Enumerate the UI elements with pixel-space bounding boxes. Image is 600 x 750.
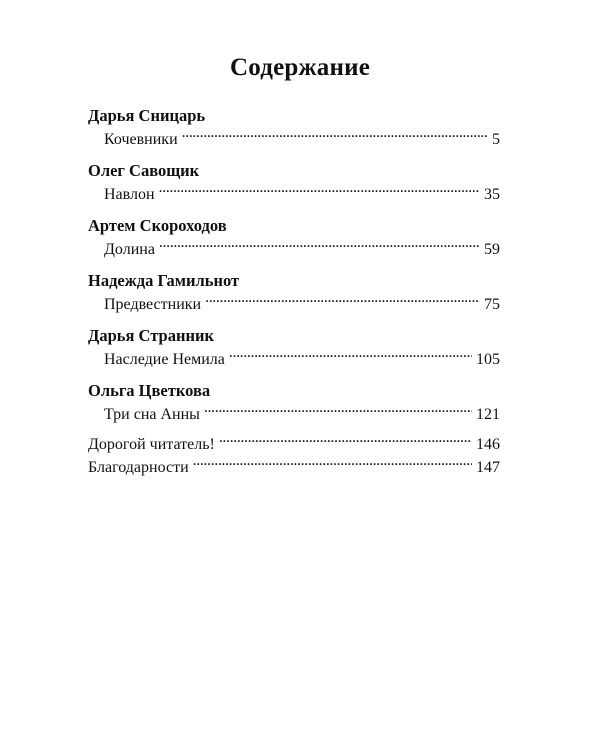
- toc-entry-title: Кочевники: [104, 131, 178, 148]
- toc-author: Олег Савощик: [88, 161, 200, 180]
- toc-entry: [88, 128, 500, 151]
- toc-entry: [88, 348, 500, 371]
- toc-author: Дарья Сницарь: [88, 106, 206, 125]
- dot-leader: [159, 183, 480, 199]
- dot-leader: [219, 433, 472, 449]
- toc-section: [88, 104, 500, 151]
- toc-entry-page: 146: [476, 436, 500, 453]
- toc-entry: [88, 293, 500, 316]
- toc-entry-title: Три сна Анны: [104, 406, 200, 423]
- toc-section: [88, 214, 500, 261]
- toc-extras: [88, 433, 500, 479]
- dot-leader: [205, 293, 480, 309]
- toc-entry-page: 147: [476, 459, 500, 476]
- dot-leader: [159, 238, 480, 254]
- toc-author: Надежда Гамильнот: [88, 271, 240, 290]
- toc-entry: [88, 183, 500, 206]
- toc-entry-page: 5: [492, 131, 500, 148]
- toc-entry-title: Навлон: [104, 186, 155, 203]
- toc-entry-title: Дорогой читатель!: [88, 436, 215, 453]
- toc-section: [88, 324, 500, 371]
- toc-entry-title: Наследие Немила: [104, 351, 225, 368]
- toc-entry-page: 59: [484, 241, 500, 258]
- toc-author: Дарья Странник: [88, 326, 215, 345]
- toc-entry-page: 35: [484, 186, 500, 203]
- page-title: Содержание: [229, 54, 370, 81]
- dot-leader: [204, 403, 472, 419]
- toc-author: Артем Скороходов: [88, 216, 227, 235]
- toc-entry: [88, 456, 500, 479]
- dot-leader: [182, 128, 488, 144]
- toc-author: Ольга Цветкова: [88, 381, 211, 400]
- toc-entry: [88, 403, 500, 426]
- dot-leader: [193, 456, 472, 472]
- toc-entry-page: 105: [476, 351, 500, 368]
- toc-entry: [88, 238, 500, 261]
- toc-entry-page: 75: [484, 296, 500, 313]
- toc-entry-page: 121: [476, 406, 500, 423]
- toc-entry: [88, 433, 500, 456]
- toc-entry-title: Долина: [104, 241, 155, 258]
- table-of-contents: [88, 104, 500, 479]
- toc-section: [88, 159, 500, 206]
- dot-leader: [229, 348, 472, 364]
- toc-section: [88, 379, 500, 426]
- toc-section: [88, 269, 500, 316]
- toc-entry-title: Предвестники: [104, 296, 202, 313]
- toc-entry-title: Благодарности: [88, 459, 189, 476]
